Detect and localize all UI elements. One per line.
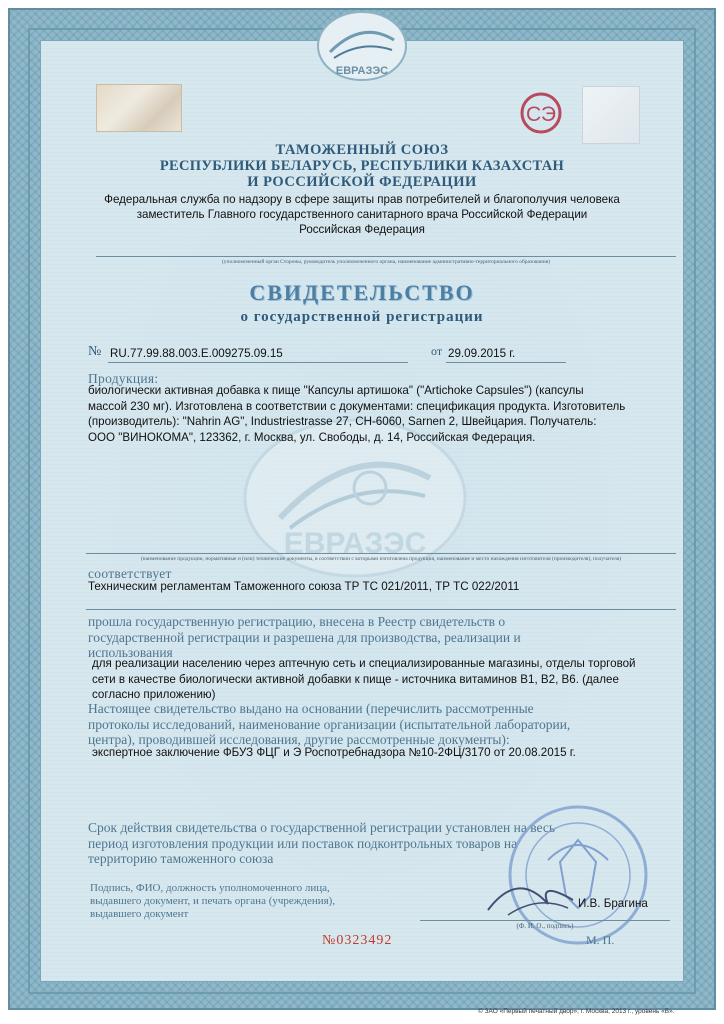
union-line-2: РЕСПУБЛИКИ БЕЛАРУСЬ, РЕСПУБЛИКИ КАЗАХСТАН — [159, 158, 565, 174]
hologram-sticker — [96, 84, 182, 132]
product-description: биологически активная добавка к пище "Капсулы артишока" ("Artichoke Capsules") (капсулы массой 230 мг). Изготовлена в соответствии с документами: спецификация продукта. Изготовитель (производитель): "Nahrin AG", Industriestrasse 27, CH-6060, Sarnen 2, Швейцария. Получатель: ООО "ВИНОКОМА", 123362, г. Москва, ул. Свободы, д. 14, Российская Федерация. — [88, 384, 626, 444]
date-label: от — [431, 344, 443, 358]
conformity-underline — [86, 609, 676, 610]
authority-line-3: Российская Федерация — [299, 223, 425, 236]
product-note: (наименование продукции, нормативные и (или) технические документы, в соответствии с которыми изготовлена продукция, наименование и место нахождения изготовителя (производителя), получателя) — [86, 553, 676, 562]
product-label: Продукция: — [88, 371, 159, 386]
conformity-label: соответствует — [88, 566, 172, 581]
union-line-1: ТАМОЖЕННЫЙ СОЮЗ — [275, 142, 449, 158]
certificate-date: 29.09.2015 г. — [448, 347, 516, 360]
conformity-mark-text: СЭ — [525, 103, 557, 126]
signature-caption: Подпись, ФИО, должность уполномоченного лица, выдавшего документ, и печать органа (учреждения), выдавшего документ — [90, 882, 336, 920]
emblem-text: ЕВРАЗЭС — [335, 65, 389, 77]
basis-document: экспертное заключение ФБУЗ ФЦГ и Э Роспотребнадзора №10-2ФЦ/3170 от 20.08.2015 г. — [92, 746, 576, 759]
registration-use: для реализации населению через аптечную сеть и специализированные магазины, отделы торговой сети в качестве биологически активной добавки к пище - источника витаминов В1, В2, В6. (далее согласно приложению) — [92, 657, 636, 701]
stamp-place-label: М. П. — [586, 933, 615, 947]
security-patch — [582, 86, 640, 144]
certificate-number: RU.77.99.88.003.E.009275.09.15 — [110, 347, 283, 360]
serial-number: №0323492 — [322, 933, 393, 948]
number-label: № — [88, 344, 102, 359]
validity-text: Срок действия свидетельства о государственной регистрации установлен на весь период изготовления продукции или поставок подконтрольных товаров на территорию таможенного союза — [88, 820, 556, 866]
union-line-3: И РОССИЙСКОЙ ФЕДЕРАЦИИ — [247, 174, 477, 190]
certificate-title: СВИДЕТЕЛЬСТВО — [249, 280, 475, 305]
authority-note: (уполномоченный орган Стороны, руководитель уполномоченного органа, наименование административно-территориального образования) — [96, 256, 676, 265]
printer-credit: © ЗАО «Первый печатный двор», г. Москва, 2013 г., уровень «В». — [478, 1008, 675, 1015]
signer-name: И.В. Брагина — [578, 897, 648, 910]
authority-line-2: заместитель Главного государственного санитарного врача Российской Федерации — [136, 208, 588, 221]
eurasec-emblem — [312, 10, 412, 88]
basis-text: Настоящее свидетельство выдано на основании (перечислить рассмотренные протоколы исследований, наименование организации (испытательной лаборатории, центра), проводившей исследования, другие рассмотренные документы): — [88, 701, 571, 747]
number-underline — [108, 362, 408, 363]
conformity-text: Техническим регламентам Таможенного союза ТР ТС 021/2011, ТР ТС 022/2011 — [88, 580, 520, 593]
certificate-subtitle: о государственной регистрации — [240, 309, 484, 325]
conformity-mark-icon — [505, 90, 577, 136]
registration-text: прошла государственную регистрацию, внесена в Реестр свидетельств о государственной регистрации и разрешена для производства, реализации и использования — [88, 614, 521, 660]
watermark-text: ЕВРАЗЭС — [283, 527, 427, 560]
date-underline — [446, 362, 566, 363]
fio-note: (Ф. И. О., подпись) — [420, 920, 670, 930]
authority-line-1: Федеральная служба по надзору в сфере защиты прав потребителей и благополучия человека — [104, 193, 620, 206]
